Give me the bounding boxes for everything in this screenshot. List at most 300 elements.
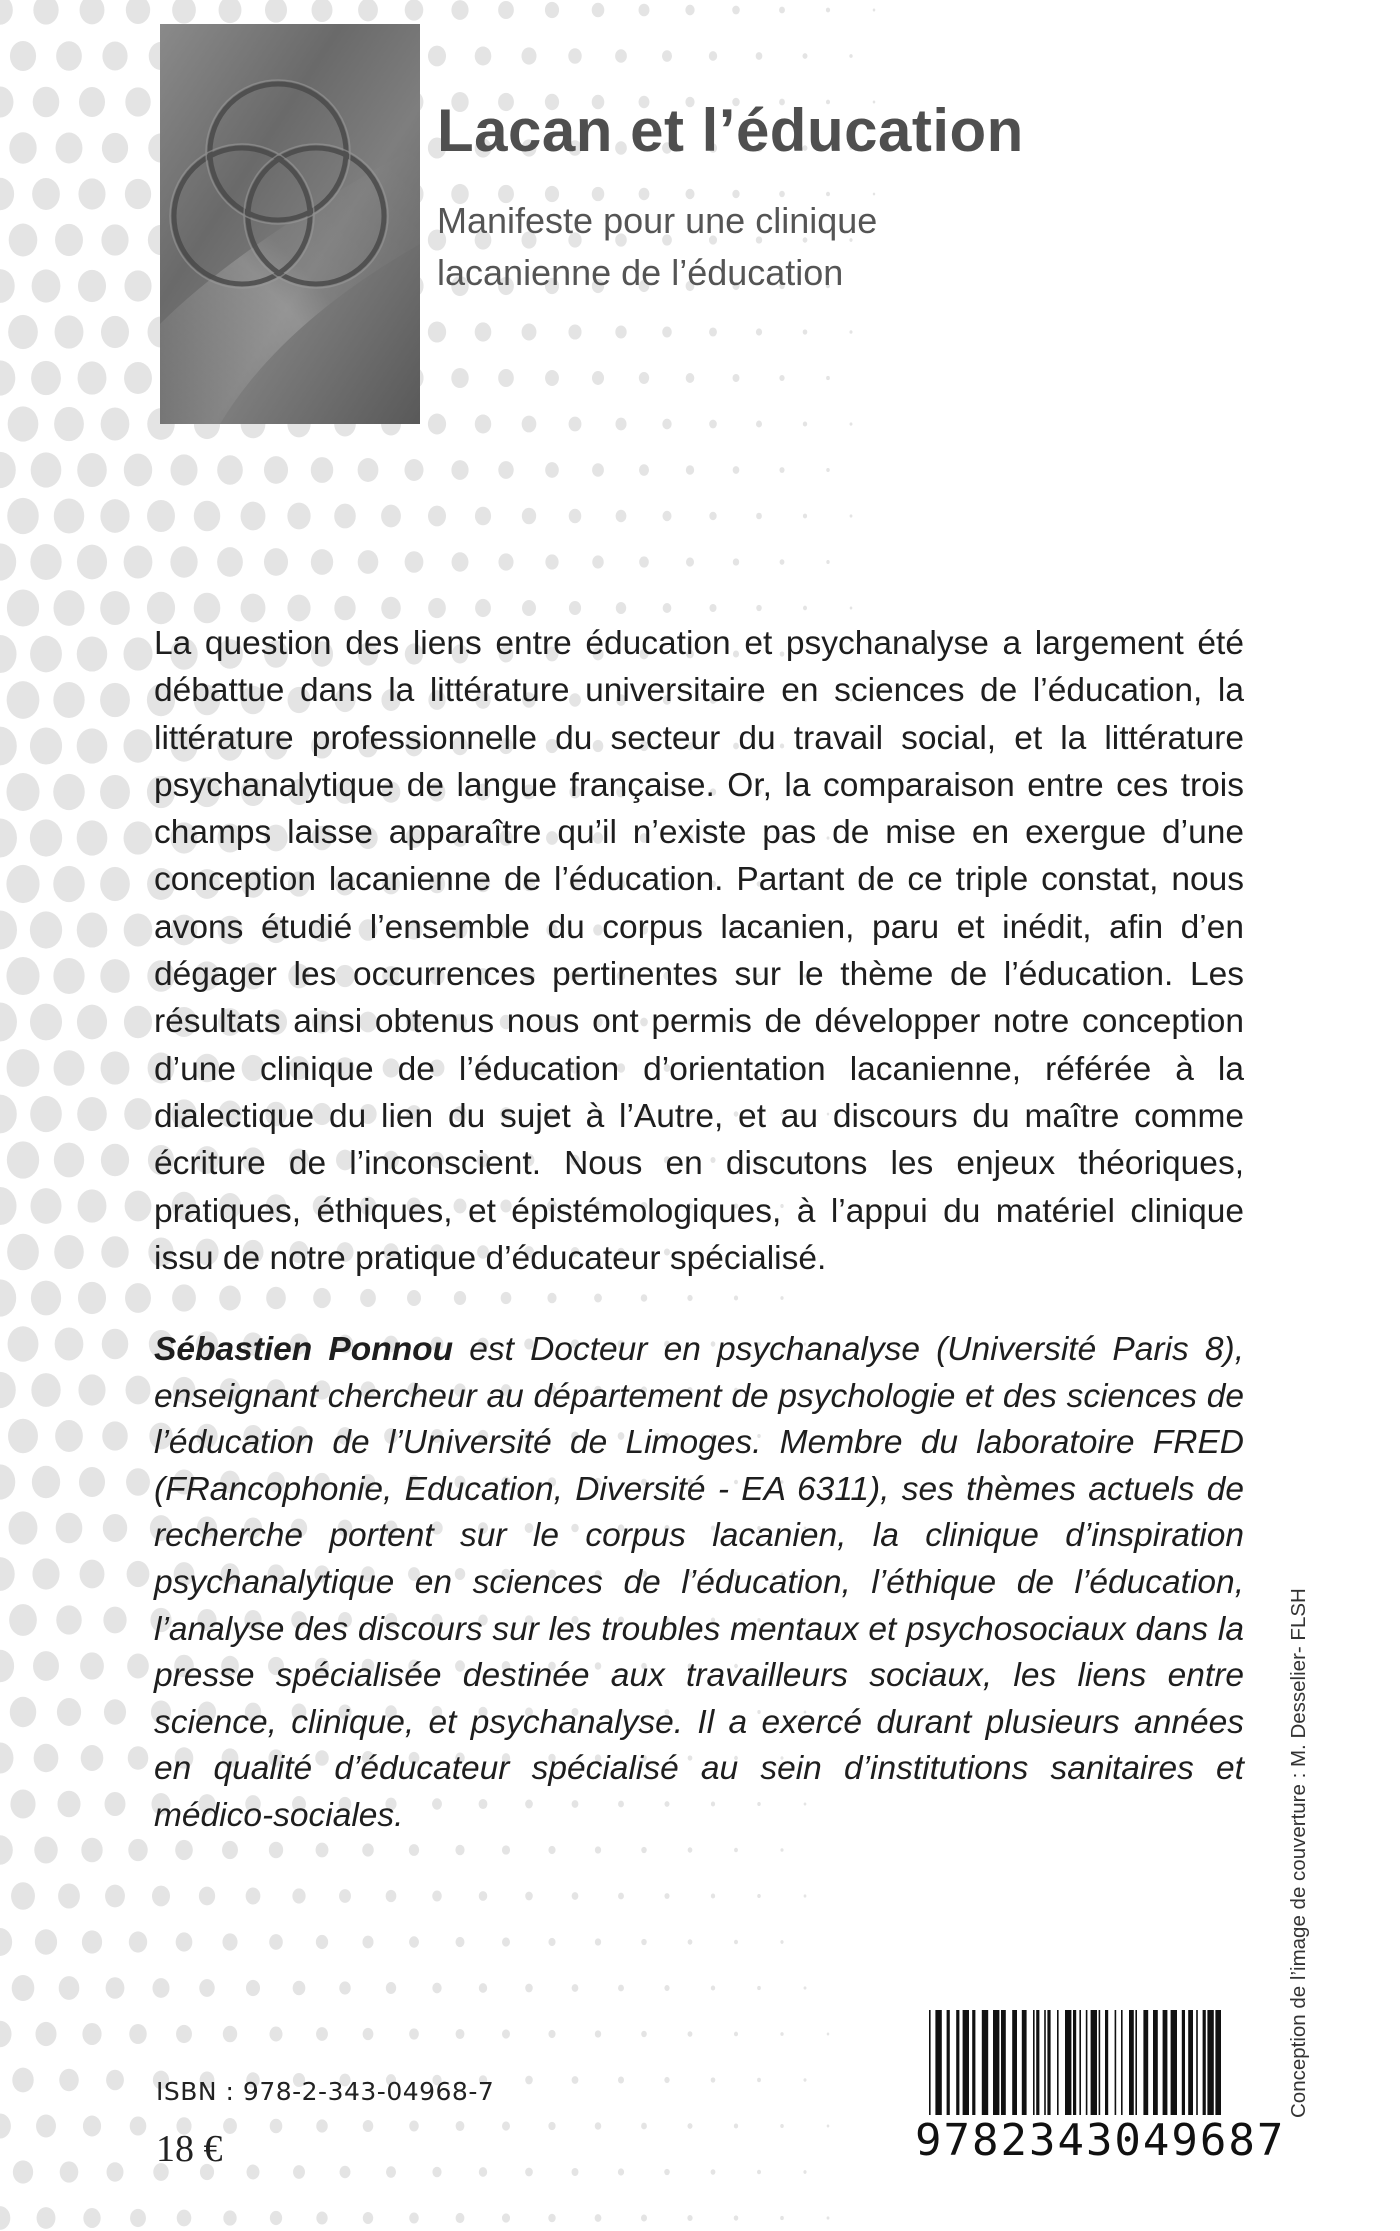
background-dot <box>13 2160 33 2183</box>
background-dot <box>7 1141 39 1178</box>
background-dot <box>592 463 604 477</box>
background-dot <box>316 2119 328 2132</box>
background-dot <box>53 866 84 902</box>
background-dot <box>409 2028 419 2039</box>
background-dot <box>77 728 108 763</box>
background-dot <box>53 682 84 718</box>
background-dot <box>502 2121 510 2130</box>
background-dot <box>31 361 61 395</box>
background-dot <box>0 2021 12 2047</box>
background-dot <box>129 2024 146 2044</box>
background-dot <box>548 2214 555 2223</box>
background-dot <box>662 50 672 62</box>
background-dot <box>709 51 717 61</box>
background-dot <box>172 0 196 24</box>
background-dot <box>521 47 536 64</box>
background-dot <box>126 1376 151 1405</box>
barcode-bar <box>1073 2010 1076 2118</box>
background-dot <box>104 1699 126 1724</box>
background-dot <box>128 1839 147 1861</box>
background-dot <box>525 1892 533 1901</box>
background-dot <box>83 2116 101 2137</box>
background-dot <box>334 504 356 529</box>
background-dot <box>592 555 603 568</box>
background-dot <box>360 1289 376 1307</box>
background-dot <box>34 1744 59 1772</box>
background-dot <box>0 1835 13 1864</box>
barcode-bar <box>1188 2010 1193 2118</box>
background-dot <box>316 1935 328 1949</box>
background-dot <box>56 1513 83 1544</box>
background-dot <box>56 133 83 164</box>
background-dot <box>525 1984 533 1993</box>
background-dot <box>130 2209 146 2227</box>
background-dot <box>687 2123 692 2129</box>
background-dot <box>8 1419 38 1453</box>
background-dot <box>316 2211 327 2224</box>
background-dot <box>30 819 62 856</box>
background-dot <box>78 270 106 302</box>
background-dot <box>802 53 807 59</box>
background-dot <box>77 636 107 671</box>
background-dot <box>502 2213 510 2222</box>
background-dot <box>595 1846 601 1853</box>
background-dot <box>222 1933 237 1950</box>
background-dot <box>287 595 310 622</box>
background-dot <box>77 545 107 580</box>
background-dot <box>456 1937 465 1947</box>
background-dot <box>223 2026 237 2043</box>
background-dot <box>125 1283 151 1313</box>
background-dot <box>455 1845 464 1856</box>
background-dot <box>780 1940 783 1944</box>
background-dot <box>78 178 105 209</box>
barcode-bar <box>1012 2010 1017 2118</box>
background-dot <box>756 421 762 428</box>
background-dot <box>569 509 582 523</box>
background-dot <box>639 464 649 476</box>
background-dot <box>53 958 84 994</box>
background-dot <box>525 2076 533 2085</box>
barcode-bar <box>993 2010 999 2118</box>
background-dot <box>641 2215 647 2222</box>
background-dot <box>733 374 740 382</box>
background-dot <box>501 1292 512 1304</box>
background-dot <box>407 1290 421 1306</box>
background-dot <box>32 269 61 302</box>
background-dot <box>502 2029 510 2038</box>
barcode-bar <box>1036 2010 1039 2118</box>
subtitle-line: Manifeste pour une clinique <box>437 200 878 241</box>
background-dot <box>780 1848 783 1852</box>
background-dot <box>522 508 536 525</box>
background-dot <box>106 2070 124 2091</box>
background-dot <box>101 407 130 440</box>
background-dot <box>101 1144 129 1176</box>
barcode-bar <box>1207 2010 1213 2118</box>
background-dot <box>428 321 446 342</box>
background-dot <box>0 543 16 580</box>
background-dot <box>8 406 39 441</box>
background-dot <box>428 46 446 67</box>
background-dot <box>548 2030 555 2038</box>
barcode-bar <box>1121 2010 1123 2118</box>
background-dot <box>8 1326 39 1362</box>
background-dot <box>363 2028 374 2040</box>
background-dot <box>54 590 85 626</box>
background-dot <box>428 414 446 435</box>
background-dot <box>58 1883 80 1908</box>
background-dot <box>734 2032 738 2037</box>
background-dot <box>641 1939 647 1945</box>
background-dot <box>386 1982 396 1994</box>
background-dot <box>128 1746 149 1770</box>
background-dot <box>6 865 39 903</box>
background-dot <box>849 54 852 58</box>
author-bio <box>154 1327 1244 1840</box>
background-dot <box>54 498 84 533</box>
barcode-bar <box>1171 2010 1177 2118</box>
background-dot <box>101 1236 128 1268</box>
background-dot <box>873 9 876 12</box>
background-dot <box>77 453 107 487</box>
background-dot <box>779 467 784 473</box>
background-dot <box>826 8 830 13</box>
background-dot <box>123 729 152 762</box>
background-dot <box>223 2210 236 2225</box>
background-dot <box>311 457 333 483</box>
background-dot <box>688 2031 693 2037</box>
background-dot <box>219 1286 241 1311</box>
background-dot <box>170 454 197 485</box>
background-dot <box>82 1930 102 1953</box>
barcode-bar <box>1153 2010 1158 2118</box>
barcode-bar <box>1115 2010 1117 2118</box>
background-dot <box>33 0 58 25</box>
barcode-bar <box>963 2010 969 2118</box>
background-dot <box>34 1837 57 1864</box>
background-dot <box>0 0 13 25</box>
background-dot <box>548 1846 555 1854</box>
background-dot <box>780 2124 784 2128</box>
background-dot <box>54 407 84 441</box>
background-dot <box>246 1980 260 1996</box>
background-dot <box>270 2211 282 2225</box>
background-dot <box>780 559 785 565</box>
author-bio-text: est Docteur en psychanalyse (Université Paris 8), enseignant chercheur au département de psychologie et des sciences de l’éducation de l’Université de Limoges. Membre du laboratoire FRED (FRancophonie, Education, Diversité - EA 6311), ses thèmes actuels de recherche portent sur le corpus lacanien, la clinique d’inspiration psychanalytique en sciences de l’éducation, l’éthique de l’éducation, l’analyse des discours sur les troubles mentaux et psychosociaux dans la presse spécialisée destinée aux travailleurs sociaux, les liens entre science, clinique, et psychanalyse. Il a exercé durant plusieurs années en qualité d’éducateur spécialisé au sein d’institutions sanitaires et médico-sociales. <box>154 1331 1244 1834</box>
background-dot <box>269 1934 283 1950</box>
background-dot <box>428 506 446 527</box>
background-dot <box>709 604 716 612</box>
background-dot <box>803 2078 806 2081</box>
background-dot <box>77 820 108 855</box>
background-dot <box>264 456 288 484</box>
background-dot <box>711 1985 715 1990</box>
background-dot <box>80 1560 105 1589</box>
barcode-bar <box>1099 2010 1101 2118</box>
background-dot <box>11 1882 35 1909</box>
background-dot <box>780 2216 784 2220</box>
background-dot <box>100 683 130 717</box>
background-dot <box>641 2123 647 2130</box>
background-dot <box>386 2166 396 2178</box>
background-dot <box>685 5 694 16</box>
barcode-bar <box>1196 2010 1198 2118</box>
background-dot <box>616 602 626 614</box>
background-dot <box>641 2031 647 2037</box>
background-dot <box>804 1894 807 1897</box>
background-dot <box>7 1234 39 1270</box>
background-dot <box>711 1894 715 1899</box>
background-dot <box>103 1607 126 1634</box>
background-dot <box>56 1605 81 1634</box>
background-dot <box>734 1296 738 1301</box>
background-dot <box>264 548 288 576</box>
background-dot <box>152 1886 170 1907</box>
background-dot <box>618 1893 624 1900</box>
background-dot <box>686 465 694 475</box>
background-dot <box>826 560 829 564</box>
background-dot <box>0 1557 15 1591</box>
background-dot <box>732 6 740 15</box>
background-dot <box>100 867 130 901</box>
background-dot <box>60 2161 79 2182</box>
background-dot <box>269 2026 282 2041</box>
background-dot <box>358 550 379 574</box>
background-dot <box>30 636 62 673</box>
background-dot <box>615 325 626 338</box>
background-dot <box>81 1838 102 1863</box>
background-dot <box>127 1654 149 1679</box>
background-dot <box>756 605 761 611</box>
background-dot <box>10 1790 35 1819</box>
background-dot <box>688 1847 693 1852</box>
background-dot <box>125 179 151 209</box>
background-dot <box>409 1936 419 1947</box>
background-dot <box>850 514 853 517</box>
background-dot <box>241 594 266 623</box>
background-dot <box>82 2023 101 2045</box>
barcode-bar <box>929 2010 931 2118</box>
barcode-bar <box>1044 2010 1046 2118</box>
background-dot <box>757 1986 761 1990</box>
background-dot <box>479 1983 487 1993</box>
background-dot <box>0 1650 14 1682</box>
background-dot <box>358 0 378 21</box>
background-dot <box>31 1281 61 1316</box>
background-dot <box>780 1296 783 1300</box>
background-dot <box>100 775 130 809</box>
background-dot <box>568 324 581 339</box>
background-dot <box>32 1466 60 1499</box>
background-dot <box>525 2168 533 2177</box>
background-dot <box>803 329 808 334</box>
background-dot <box>662 326 672 337</box>
background-dot <box>498 1 514 19</box>
background-dot <box>316 1843 329 1858</box>
background-dot <box>451 368 468 388</box>
background-dot <box>572 2076 579 2084</box>
background-dot <box>779 7 785 14</box>
background-dot <box>779 375 784 381</box>
barcode-bar <box>1143 2010 1148 2118</box>
background-dot <box>733 466 740 474</box>
background-dot <box>456 2121 465 2131</box>
background-dot <box>479 1891 488 1901</box>
background-dot <box>545 462 559 478</box>
background-dot <box>363 2212 373 2224</box>
background-dot <box>0 1743 13 1774</box>
background-dot <box>124 362 152 394</box>
background-dot <box>79 1467 105 1497</box>
barcode-bar <box>935 2010 941 2118</box>
background-dot <box>77 912 108 947</box>
background-dot <box>522 416 537 433</box>
background-dot <box>850 606 853 609</box>
background-dot <box>592 371 604 385</box>
background-dot <box>664 1985 669 1991</box>
background-dot <box>709 327 717 336</box>
background-dot <box>123 637 152 670</box>
barcode-bar <box>956 2010 959 2118</box>
book-title: Lacan et l’éducation <box>437 97 1024 164</box>
background-dot <box>780 2032 783 2036</box>
background-dot <box>0 360 15 395</box>
background-dot <box>55 315 84 348</box>
background-dot <box>33 1651 59 1681</box>
background-dot <box>568 48 581 63</box>
background-dot <box>124 1006 152 1038</box>
background-dot <box>432 1983 441 1994</box>
background-dot <box>475 46 492 65</box>
background-dot <box>639 4 650 17</box>
background-dot <box>9 224 38 257</box>
background-dot <box>105 1792 126 1816</box>
price: 18 € <box>156 2128 223 2170</box>
background-dot <box>102 1421 128 1450</box>
background-dot <box>618 2077 624 2084</box>
background-dot <box>662 419 671 430</box>
barcode-bar <box>1086 2010 1088 2118</box>
background-dot <box>688 1939 693 1944</box>
background-dot <box>102 133 128 163</box>
background-dot <box>409 2120 419 2131</box>
background-dot <box>0 1928 12 1956</box>
background-dot <box>0 1187 17 1225</box>
background-dot <box>687 2215 692 2221</box>
background-dot <box>734 1940 738 1945</box>
background-dot <box>711 2077 716 2082</box>
background-dot <box>79 87 105 117</box>
background-dot <box>595 2122 602 2129</box>
background-dot <box>757 1894 761 1898</box>
background-dot <box>217 455 243 484</box>
background-dot <box>756 328 762 335</box>
background-dot <box>456 2213 465 2223</box>
background-dot <box>59 1976 80 2000</box>
background-dot <box>176 1932 193 1951</box>
background-dot <box>125 87 150 116</box>
background-dot <box>498 369 514 387</box>
background-dot <box>7 589 39 626</box>
background-dot <box>55 1420 83 1452</box>
barcode-bar <box>1033 2010 1035 2118</box>
barcode-bar <box>1129 2010 1134 2118</box>
background-dot <box>124 1098 152 1130</box>
background-dot <box>572 1984 579 1992</box>
background-dot <box>572 2168 579 2176</box>
background-dot <box>409 2212 419 2223</box>
background-dot <box>124 270 151 301</box>
background-dot <box>711 2169 716 2175</box>
background-dot <box>451 0 468 20</box>
background-dot <box>548 2122 555 2130</box>
background-dot <box>381 597 401 619</box>
background-dot <box>0 178 14 210</box>
background-dot <box>850 422 853 425</box>
background-dot <box>194 593 221 624</box>
background-dot <box>222 1841 238 1859</box>
background-dot <box>595 1938 601 1945</box>
background-dot <box>641 1847 646 1853</box>
background-dot <box>177 2210 192 2227</box>
author-name: Sébastien Ponnou <box>154 1331 454 1368</box>
background-dot <box>803 2170 806 2174</box>
background-dot <box>311 549 333 575</box>
background-dot <box>78 1374 105 1405</box>
background-dot <box>35 2022 56 2046</box>
background-dot <box>78 1189 107 1222</box>
background-dot <box>12 1975 35 2001</box>
background-dot <box>639 556 649 567</box>
background-dot <box>0 1095 17 1134</box>
background-dot <box>32 1558 59 1589</box>
background-dot <box>124 454 152 487</box>
cover-thumbnail-image <box>160 24 420 424</box>
background-dot <box>663 603 672 613</box>
background-dot <box>293 1981 306 1996</box>
background-dot <box>339 1889 351 1903</box>
background-dot <box>172 1284 196 1311</box>
background-dot <box>826 376 830 380</box>
background-dot <box>83 2208 100 2228</box>
background-dot <box>266 1287 286 1310</box>
background-dot <box>152 1978 169 1998</box>
background-dot <box>0 635 17 673</box>
background-dot <box>12 2068 33 2093</box>
background-dot <box>595 2030 601 2037</box>
background-dot <box>176 2025 192 2043</box>
background-dot <box>247 2165 260 2180</box>
barcode-digits: 9782343049687 <box>915 2115 1286 2166</box>
background-dot <box>57 1791 80 1817</box>
background-dot <box>100 591 130 625</box>
background-dot <box>32 178 60 210</box>
background-dot <box>428 598 446 618</box>
background-dot <box>803 606 807 611</box>
background-dot <box>686 373 695 383</box>
background-dot <box>55 224 83 256</box>
background-dot <box>569 601 581 615</box>
background-dot <box>757 2170 761 2175</box>
background-dot <box>664 2169 670 2175</box>
background-dot <box>105 1885 125 1908</box>
background-dot <box>6 773 39 811</box>
background-dot <box>9 1604 37 1636</box>
background-dot <box>475 415 491 434</box>
background-dot <box>664 1893 669 1899</box>
background-dot <box>129 1931 147 1952</box>
